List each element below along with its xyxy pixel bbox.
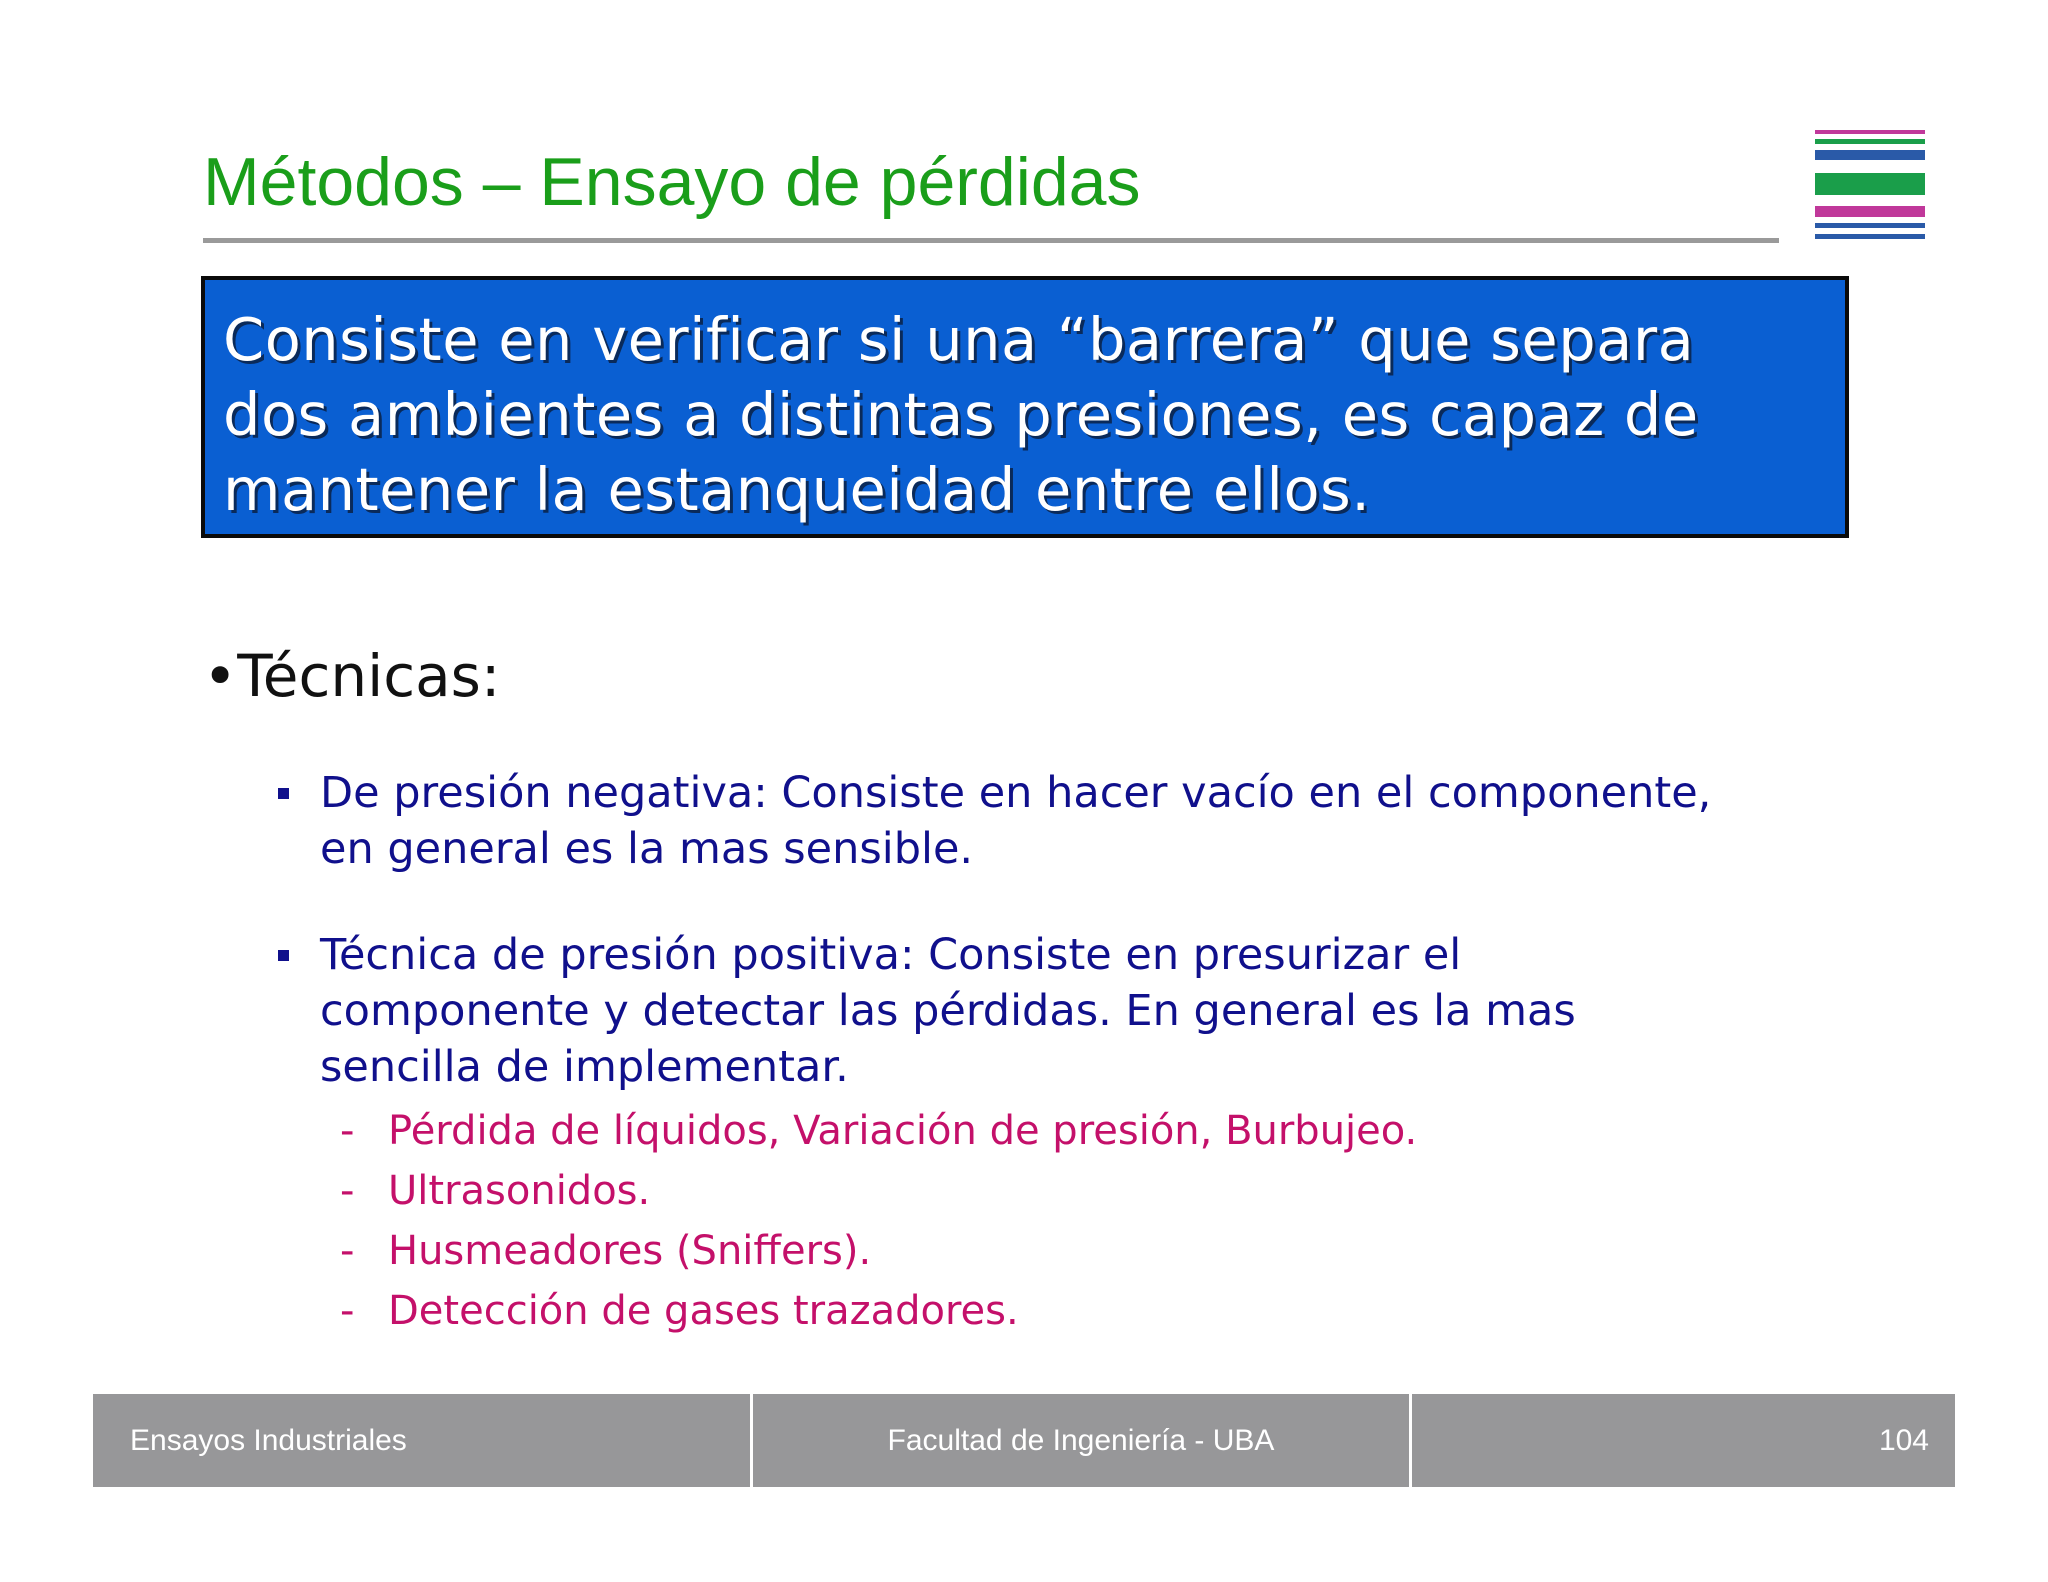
bullet-positive-pressure — [272, 927, 1872, 1095]
logo-stripe — [1815, 234, 1925, 239]
techniques-list — [272, 765, 1872, 1341]
logo-stripe — [1815, 130, 1925, 134]
sub-item-text: Ultrasonidos. — [388, 1168, 651, 1214]
sub-item — [342, 1221, 1872, 1281]
sub-item-text: Husmeadores (Sniffers). — [388, 1228, 872, 1274]
logo-stripe — [1815, 150, 1925, 160]
positive-pressure-methods — [272, 1101, 1872, 1341]
dash-marker: - — [340, 1288, 355, 1334]
techniques-heading: •Técnicas: — [203, 642, 501, 710]
logo-stripe — [1815, 173, 1925, 195]
bullet-line: componente y detectar las pérdidas. En general es la mas — [320, 986, 1576, 1036]
footer-divider — [1409, 1394, 1412, 1487]
stripes-logo-icon — [1815, 130, 1925, 242]
sub-item — [342, 1101, 1872, 1161]
page-number: 104 — [1878, 1423, 1929, 1457]
slide-title: Métodos – Ensayo de pérdidas — [203, 144, 1141, 220]
logo-stripe — [1815, 139, 1925, 144]
logo-stripe — [1815, 223, 1925, 228]
square-bullet-icon — [278, 788, 289, 799]
dash-marker: - — [340, 1108, 355, 1154]
dash-marker: - — [340, 1228, 355, 1274]
bullet-line: De presión negativa: Consiste en hacer vacío en el componente, — [320, 768, 1712, 818]
bullet-line: sencilla de implementar. — [320, 1042, 849, 1092]
footer-institution: Facultad de Ingeniería - UBA — [887, 1423, 1275, 1457]
definition-line: mantener la estanqueidad entre ellos. — [223, 455, 1371, 524]
logo-stripe — [1815, 206, 1925, 217]
sub-item — [342, 1161, 1872, 1221]
definition-line: dos ambientes a distintas presiones, es capaz de — [223, 380, 1699, 449]
square-bullet-icon — [278, 950, 289, 961]
footer-course: Ensayos Industriales — [130, 1423, 407, 1457]
sub-item — [342, 1281, 1872, 1341]
title-underline — [203, 238, 1779, 243]
bullet-negative-pressure — [272, 765, 1872, 877]
footer-bar — [93, 1394, 1955, 1487]
dash-marker: - — [340, 1168, 355, 1214]
bullet-line: Técnica de presión positiva: Consiste en presurizar el — [320, 930, 1462, 980]
bullet-line: en general es la mas sensible. — [320, 824, 974, 874]
definition-box — [201, 276, 1849, 538]
definition-line: Consiste en verificar si una “barrera” que separa — [223, 305, 1695, 374]
sub-item-text: Detección de gases trazadores. — [388, 1288, 1019, 1334]
sub-item-text: Pérdida de líquidos, Variación de presión, Burbujeo. — [388, 1108, 1418, 1154]
